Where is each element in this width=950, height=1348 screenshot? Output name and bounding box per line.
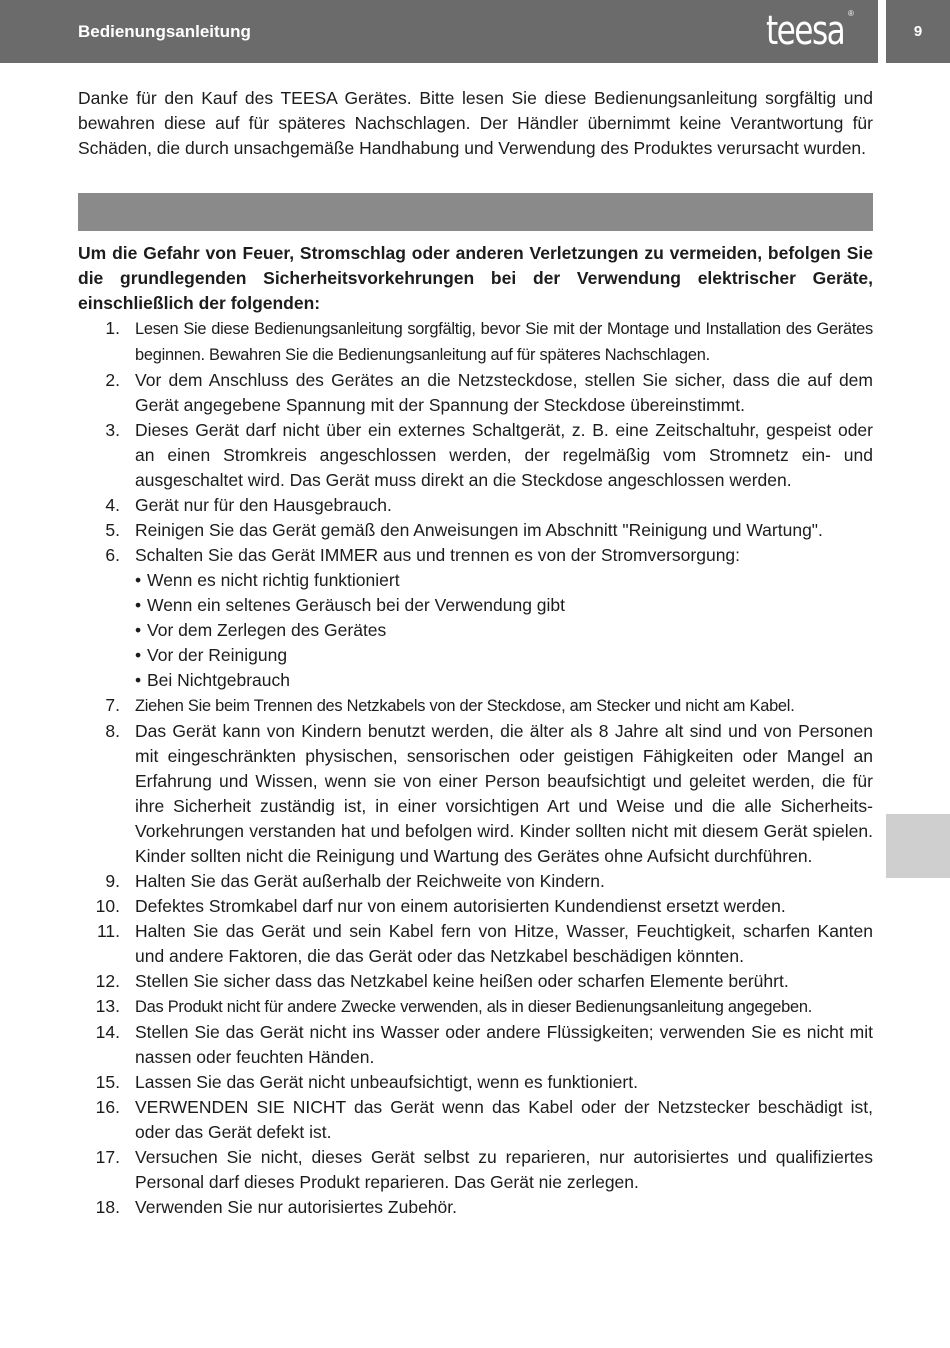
list-item: 5. Reinigen Sie das Gerät gemäß den Anweisungen im Abschnitt "Reinigung und Wartung". <box>105 520 823 540</box>
list-item: 3. Dieses Gerät darf nicht über ein externes Schaltgerät, z. B. eine Zeitschaltuhr, gespeist oder an einen Stromkreis angeschlossen werden, der regelmäßig vom Stromnetz ein- und ausgeschaltet wird. Das Gerät muss direkt an die Steckdose angeschlossen werden. <box>105 420 873 490</box>
list-item: 4. Gerät nur für den Hausgebrauch. <box>105 495 392 515</box>
safety-warning: Um die Gefahr von Feuer, Stromschlag oder anderen Verletzungen zu vermeiden, befolgen Sie die grundlegenden Sicherheitsvorkehrungen bei der Verwendung elektrischer Geräte, einschließlich der folgenden: <box>78 243 873 313</box>
registered-mark: ® <box>848 9 854 18</box>
list-item: 1. Lesen Sie diese Bedienungsanleitung sorgfältig, bevor Sie mit der Montage und Installation des Gerätes beginnen. Bewahren Sie die Bedienungsanleitung auf für späteres Nachschlagen. <box>105 318 873 364</box>
bullet-item: • Wenn es nicht richtig funktioniert <box>135 568 873 593</box>
bullet-item: • Wenn ein seltenes Geräusch bei der Verwendung gibt <box>135 593 873 618</box>
intro-paragraph: Danke für den Kauf des TEESA Gerätes. Bitte lesen Sie diese Bedienungsanleitung sorgfältig und bewahren diese auf für späteres Nachschlagen. Der Händler übernimmt keine Verantwortung für Schäden, die durch unsachgemäße Handhabung und Verwendung des Produktes verursacht wurden. <box>78 88 873 158</box>
list-item: 7. Ziehen Sie beim Trennen des Netzkabels von der Steckdose, am Stecker und nicht am Kabel. <box>105 695 795 715</box>
list-item: 17. Versuchen Sie nicht, dieses Gerät selbst zu reparieren, nur autorisiertes und qualifiziertes Personal darf dieses Produkt reparieren. Das Gerät nie zerlegen. <box>95 1147 873 1192</box>
list-item: 16. VERWENDEN SIE NICHT das Gerät wenn das Kabel oder der Netzstecker beschädigt ist, oder das Gerät defekt ist. <box>95 1097 873 1142</box>
list-item: 12. Stellen Sie sicher dass das Netzkabel keine heißen oder scharfen Elemente berührt. <box>95 971 789 991</box>
safety-rules-list <box>78 316 873 1220</box>
list-item: 8. Das Gerät kann von Kindern benutzt werden, die älter als 8 Jahre alt sind und von Personen mit eingeschränkten physischen, sensorischen oder geistigen Fähigkeiten oder Mangel an Erfahrung und Wissen, wenn sie von einer Person beaufsichtigt und geleitet werden, die für ihre Sicherheit zuständig ist, in einer vorsichtigen Art und Weise und die alle Sicherheits-Vorkehrungen verstanden hat und befolgen wird. Kinder sollten nicht mit diesem Gerät spielen. Kinder sollten nicht die Reinigung und Wartung des Gerätes ohne Aufsicht durchführen. <box>105 721 873 866</box>
list-item: 15. Lassen Sie das Gerät nicht unbeaufsichtigt, wenn es funktioniert. <box>95 1072 638 1092</box>
page-header <box>0 0 878 63</box>
list-item: 2. Vor dem Anschluss des Gerätes an die Netzsteckdose, stellen Sie sicher, dass die auf dem Gerät angegebene Spannung mit der Spannung der Steckdose übereinstimmt. <box>105 370 873 415</box>
bullet-item: • Bei Nichtgebrauch <box>135 668 873 693</box>
teesa-logo: teesa <box>766 8 845 54</box>
list-item: 18. Verwenden Sie nur autorisiertes Zubehör. <box>95 1197 457 1217</box>
header-title: Bedienungsanleitung <box>78 22 251 41</box>
page-content <box>78 86 873 1220</box>
rule-6-bullets <box>135 568 873 693</box>
chapter-tab <box>886 814 950 878</box>
list-item: 13. Das Produkt nicht für andere Zwecke verwenden, als in dieser Bedienungsanleitung angegeben. <box>95 996 813 1016</box>
list-item: 14. Stellen Sie das Gerät nicht ins Wasser oder andere Flüssigkeiten; verwenden Sie es nicht mit nassen oder feuchten Händen. <box>95 1022 873 1067</box>
section-heading-bar <box>78 193 873 231</box>
bullet-item: • Vor dem Zerlegen des Gerätes <box>135 618 873 643</box>
bullet-item: • Vor der Reinigung <box>135 643 873 668</box>
list-item: 10. Defektes Stromkabel darf nur von einem autorisierten Kundendienst ersetzt werden. <box>95 896 786 916</box>
page-number: 9 <box>886 0 950 63</box>
list-item: 11. Halten Sie das Gerät und sein Kabel fern von Hitze, Wasser, Feuchtigkeit, scharfen Kanten und andere Faktoren, die das Gerät oder das Netzkabel beschädigen könnten. <box>96 921 873 966</box>
list-item: 6. Schalten Sie das Gerät IMMER aus und trennen es von der Stromversorgung: • Wenn es nicht richtig funktioniert • Wenn ein seltenes Geräusch bei der Verwendung gibt • Vor dem Zerlegen des Gerätes • Vor der Reinigung • Bei Nichtgebrauch <box>78 543 873 693</box>
list-item: 9. Halten Sie das Gerät außerhalb der Reichweite von Kindern. <box>105 871 605 891</box>
